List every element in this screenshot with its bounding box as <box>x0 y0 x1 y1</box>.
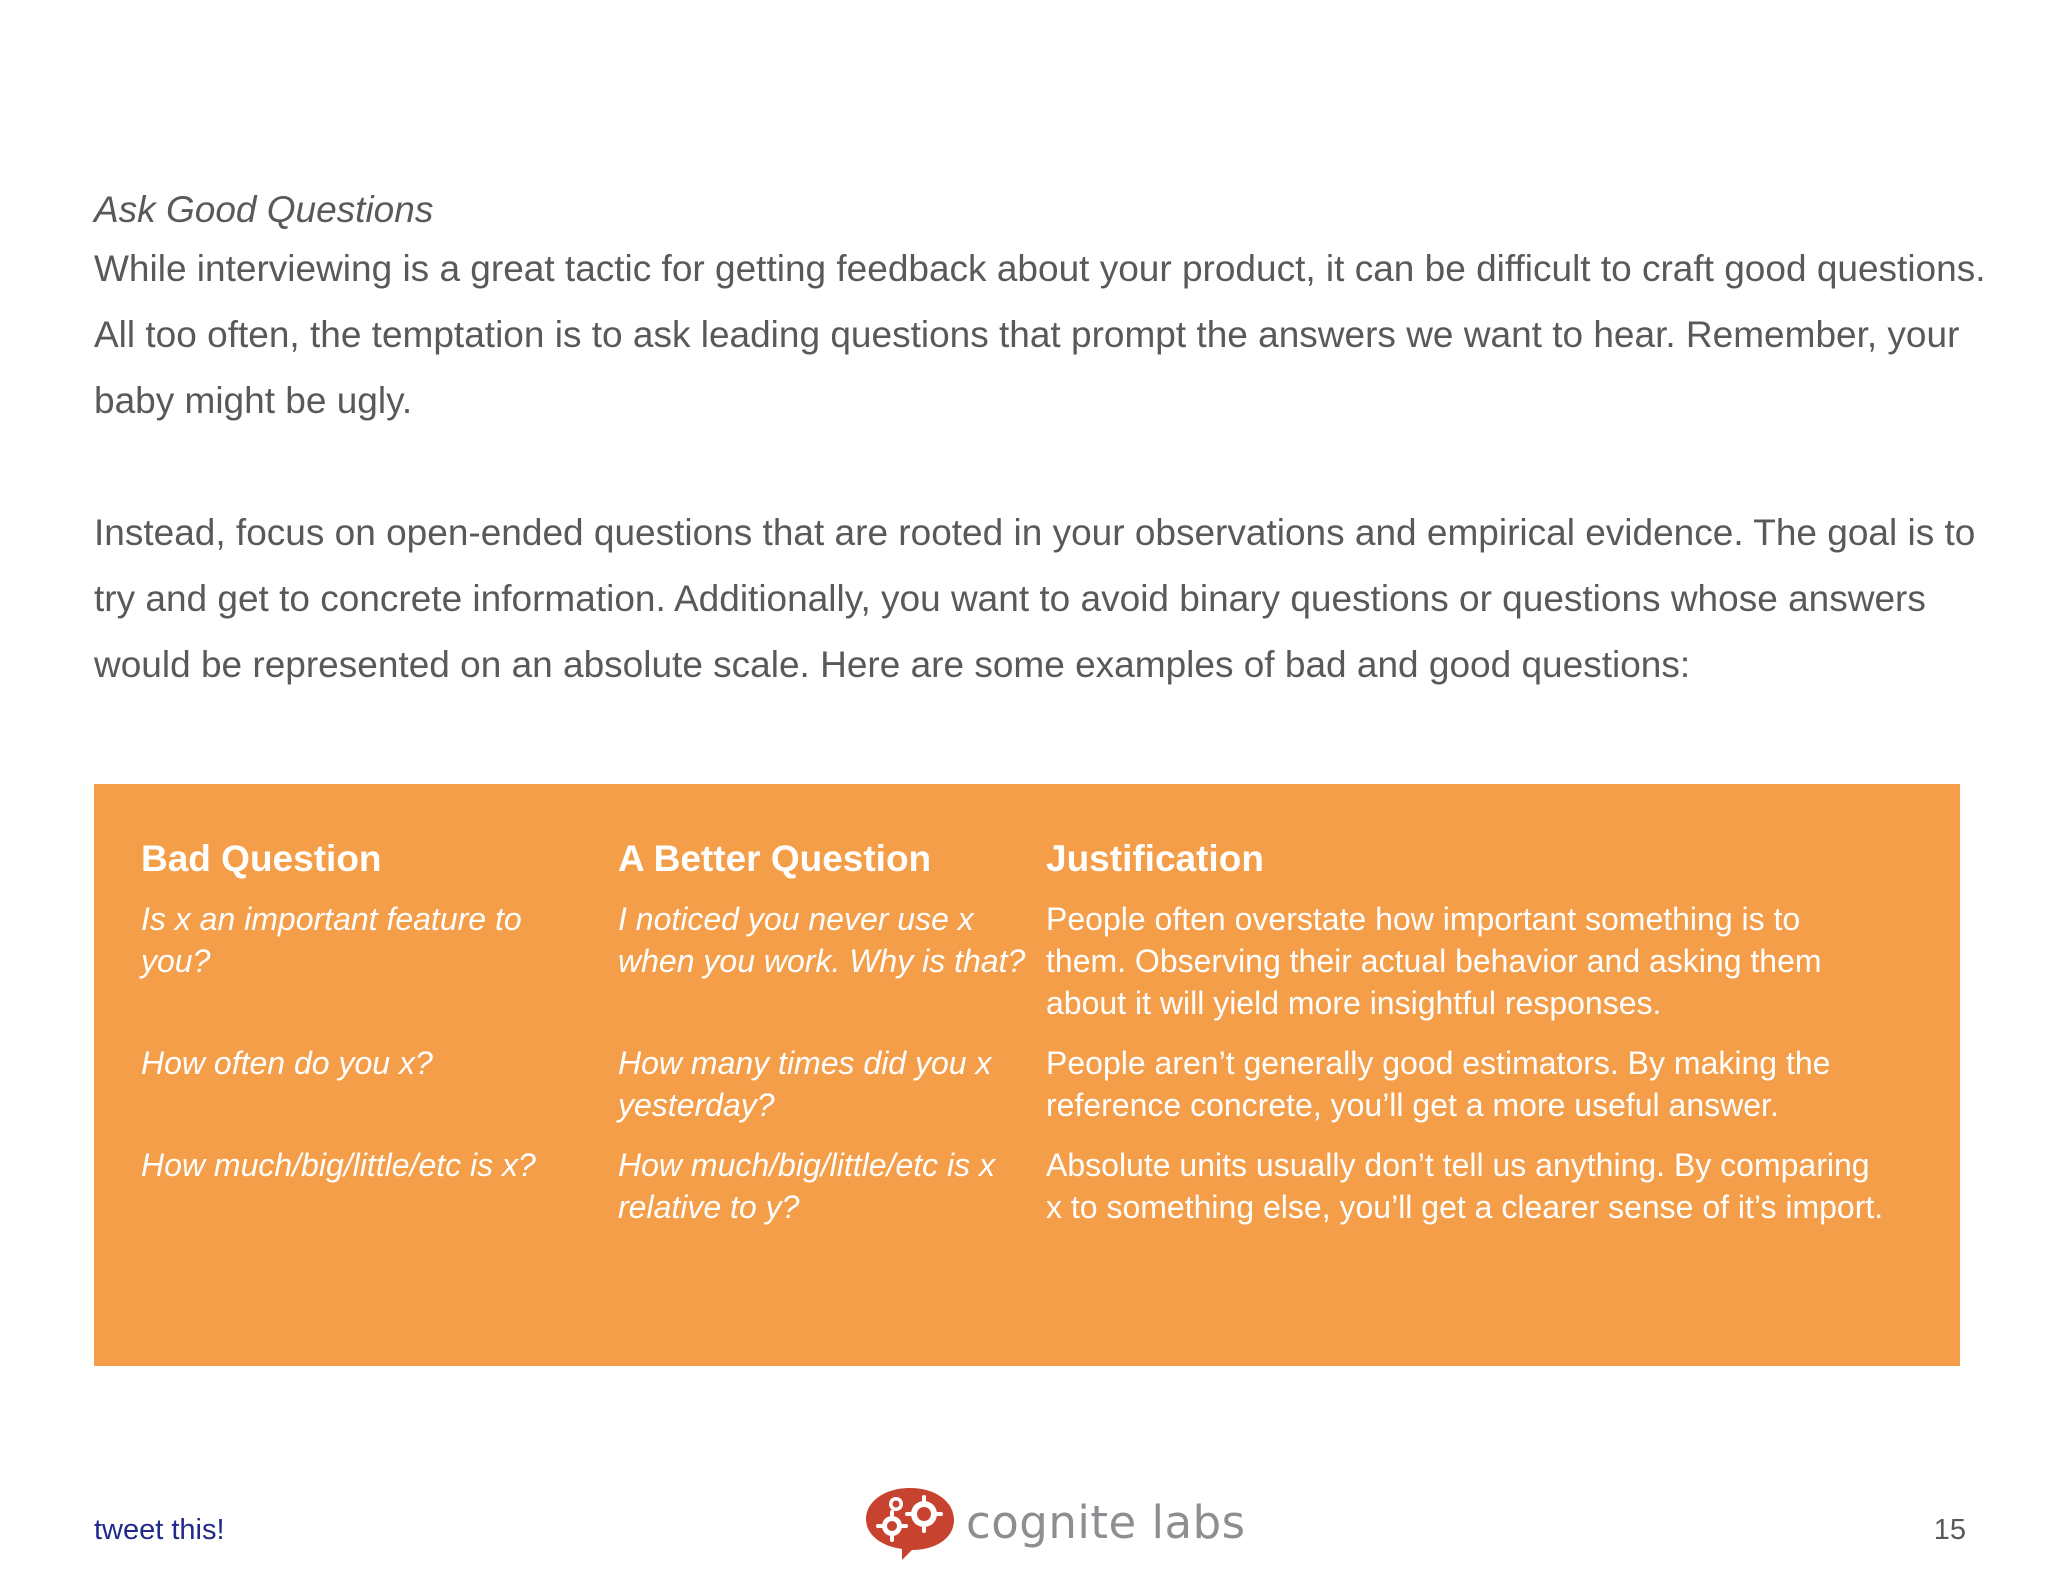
guidance-paragraph: Instead, focus on open-ended questions that are rooted in your observations and empirical evidence. The goal is to try and get to concrete information. Additionally, you want to avoid binary questions or questions whose answers would be represented on an absolute scale. Here are some examples of bad and good questions: <box>94 512 1976 685</box>
questions-table <box>94 784 1960 1366</box>
justification-cell: People often overstate how important something is to them. Observing their actual behavior and asking them about it will yield more insightful responses. <box>1046 901 1822 1021</box>
section-title: Ask Good Questions <box>94 189 434 230</box>
page-number: 15 <box>1933 1514 1966 1546</box>
cognite-labs-logo <box>862 1482 1246 1562</box>
better-question-cell: How many times did you x yesterday? <box>618 1045 992 1123</box>
bad-question-cell: How often do you x? <box>141 1045 433 1081</box>
bad-question-cell: How much/big/little/etc is x? <box>141 1147 536 1183</box>
logo-text: cognite labs <box>966 1495 1246 1549</box>
intro-paragraph: While interviewing is a great tactic for getting feedback about your product, it can be difficult to craft good questions. All too often, the temptation is to ask leading questions that prompt the answers we want to hear. Remember, your baby might be ugly. <box>94 248 1986 421</box>
tweet-this-link[interactable]: tweet this! <box>94 1514 225 1546</box>
better-question-cell: I noticed you never use x when you work. Why is that? <box>618 901 1026 979</box>
bad-question-cell: Is x an important feature to you? <box>141 901 522 979</box>
main-content <box>94 184 2014 698</box>
better-question-cell: How much/big/little/etc is x relative to y? <box>618 1147 996 1225</box>
gears-speech-bubble-icon <box>862 1482 958 1562</box>
header-better-question: A Better Question <box>618 838 932 879</box>
justification-cell: Absolute units usually don’t tell us anything. By comparing x to something else, you’ll get a clearer sense of it’s import. <box>1046 1147 1884 1225</box>
justification-cell: People aren’t generally good estimators. By making the reference concrete, you’ll get a more useful answer. <box>1046 1045 1831 1123</box>
header-bad-question: Bad Question <box>141 838 382 879</box>
header-justification: Justification <box>1046 838 1264 879</box>
